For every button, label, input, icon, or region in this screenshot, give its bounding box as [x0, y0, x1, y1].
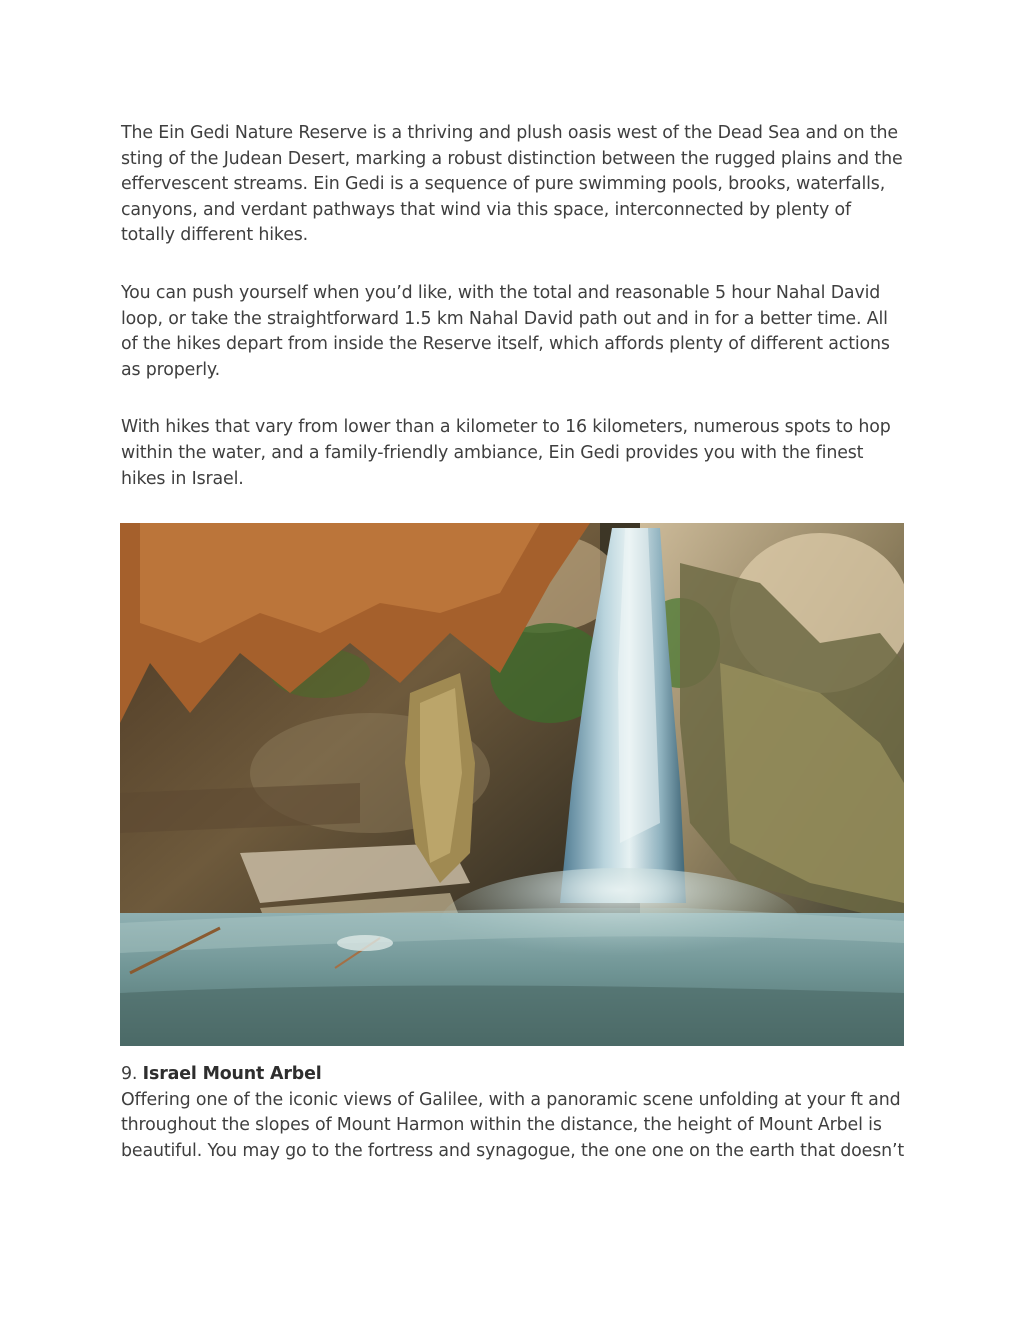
section-title: Israel Mount Arbel	[142, 1064, 322, 1084]
section-heading	[121, 1062, 906, 1088]
paragraph-mount-arbel: Offering one of the iconic views of Galilee, with a panoramic scene unfolding at your ft and throughout the slopes of Mount Harmon within the distance, the height of Mount Arbel is beautiful. You may go to the fortress and synagogue, the one one on the earth that doesn’t	[121, 1089, 905, 1161]
intro-text	[121, 121, 906, 492]
waterfall-illustration	[120, 523, 904, 1046]
waterfall-photo	[120, 523, 904, 1046]
section-mount-arbel	[121, 1062, 906, 1164]
paragraph-nahal-david: You can push yourself when you’d like, with the total and reasonable 5 hour Nahal David loop, or take the straightforward 1.5 km Nahal David path out and in for a better time. All of the hikes depart from inside the Reserve itself, which affords plenty of different actions as properly.	[121, 282, 890, 380]
section-number: 9.	[121, 1064, 143, 1084]
paragraph-ein-gedi-intro: The Ein Gedi Nature Reserve is a thriving and plush oasis west of the Dead Sea and on the sting of the Judean Desert, marking a robust distinction between the rugged plains and the effervescent streams. Ein Gedi is a sequence of pure swimming pools, brooks, waterfalls, canyons, and verdant pathways that wind via this space, interconnected by plenty of totally different hikes.	[121, 123, 903, 246]
paragraph-hikes-range: With hikes that vary from lower than a kilometer to 16 kilometers, numerous spots to hop within the water, and a family-friendly ambiance, Ein Gedi provides you with the finest hikes in Israel.	[121, 417, 891, 489]
